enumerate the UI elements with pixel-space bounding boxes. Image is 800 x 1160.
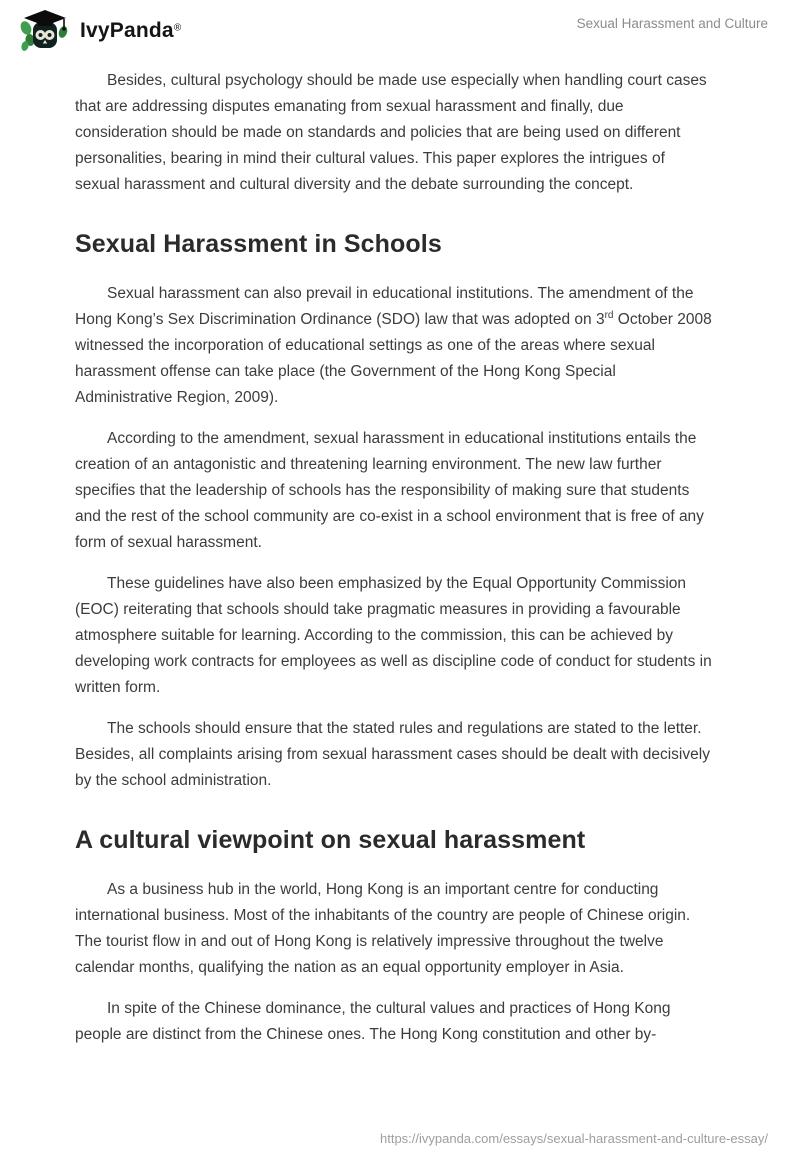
paragraph [75, 281, 712, 411]
section-heading-cultural-viewpoint: A cultural viewpoint on sexual harassment [75, 826, 586, 854]
ivypanda-logo-icon [18, 8, 70, 54]
paragraph: These guidelines have also been emphasized by the Equal Opportunity Commission (EOC) reiterating that schools should take pragmatic measures in providing a favourable atmosphere suitable for learning. According to the commission, this can be achieved by developing work contracts for employees as well as discipline code of conduct for students in written form. [75, 575, 712, 696]
paragraph: As a business hub in the world, Hong Kong is an important centre for conducting international business. Most of the inhabitants of the country are people of Chinese origin. The tourist flow in and out of Hong Kong is relatively impressive throughout the twelve calendar months, qualifying the nation as an equal opportunity employer in Asia. [75, 881, 691, 976]
source-url: https://ivypanda.com/essays/sexual-harassment-and-culture-essay/ [379, 1131, 768, 1146]
page-footer [380, 1131, 768, 1146]
paragraph: According to the amendment, sexual harassment in educational institutions entails the creation of an antagonistic and threatening learning environment. The new law further specifies that the leadership of schools has the responsibility of making sure that students and the rest of the school community are co-exist in a school environment that is free of any form of sexual harassment. [75, 430, 704, 551]
brand-name: IvyPanda [80, 19, 174, 42]
document-body [0, 54, 800, 1048]
page-header [0, 0, 800, 54]
paragraph-text: October 2008 witnessed the incorporation of educational settings as one of the areas where sexual harassment offense can take place (the Government of the Hong Kong Special Administrative Region, 2009). [75, 311, 712, 406]
section-heading-schools: Sexual Harassment in Schools [75, 230, 442, 258]
registered-mark-icon: ® [173, 22, 182, 34]
paragraph: The schools should ensure that the stated rules and regulations are stated to the letter. Besides, all complaints arising from sexual harassment cases should be dealt with decisively by the school administration. [75, 720, 710, 789]
ordinal-superscript: rd [604, 309, 614, 321]
intro-paragraph: Besides, cultural psychology should be made use especially when handling court cases that are addressing disputes emanating from sexual harassment and finally, due consideration should be made on standards and policies that are being used on different personalities, bearing in mind their cultural values. This paper explores the intrigues of sexual harassment and cultural diversity and the debate surrounding the concept. [75, 72, 707, 193]
brand [18, 8, 181, 54]
document-title: Sexual Harassment and Culture [576, 16, 768, 31]
paragraph: In spite of the Chinese dominance, the cultural values and practices of Hong Kong people are distinct from the Chinese ones. The Hong Kong constitution and other by- [75, 1000, 671, 1043]
paragraph-text: Sexual harassment can also prevail in educational institutions. The amendment of the Hong Kong’s Sex Discrimination Ordinance (SDO) law that was adopted on 3 [75, 285, 694, 328]
